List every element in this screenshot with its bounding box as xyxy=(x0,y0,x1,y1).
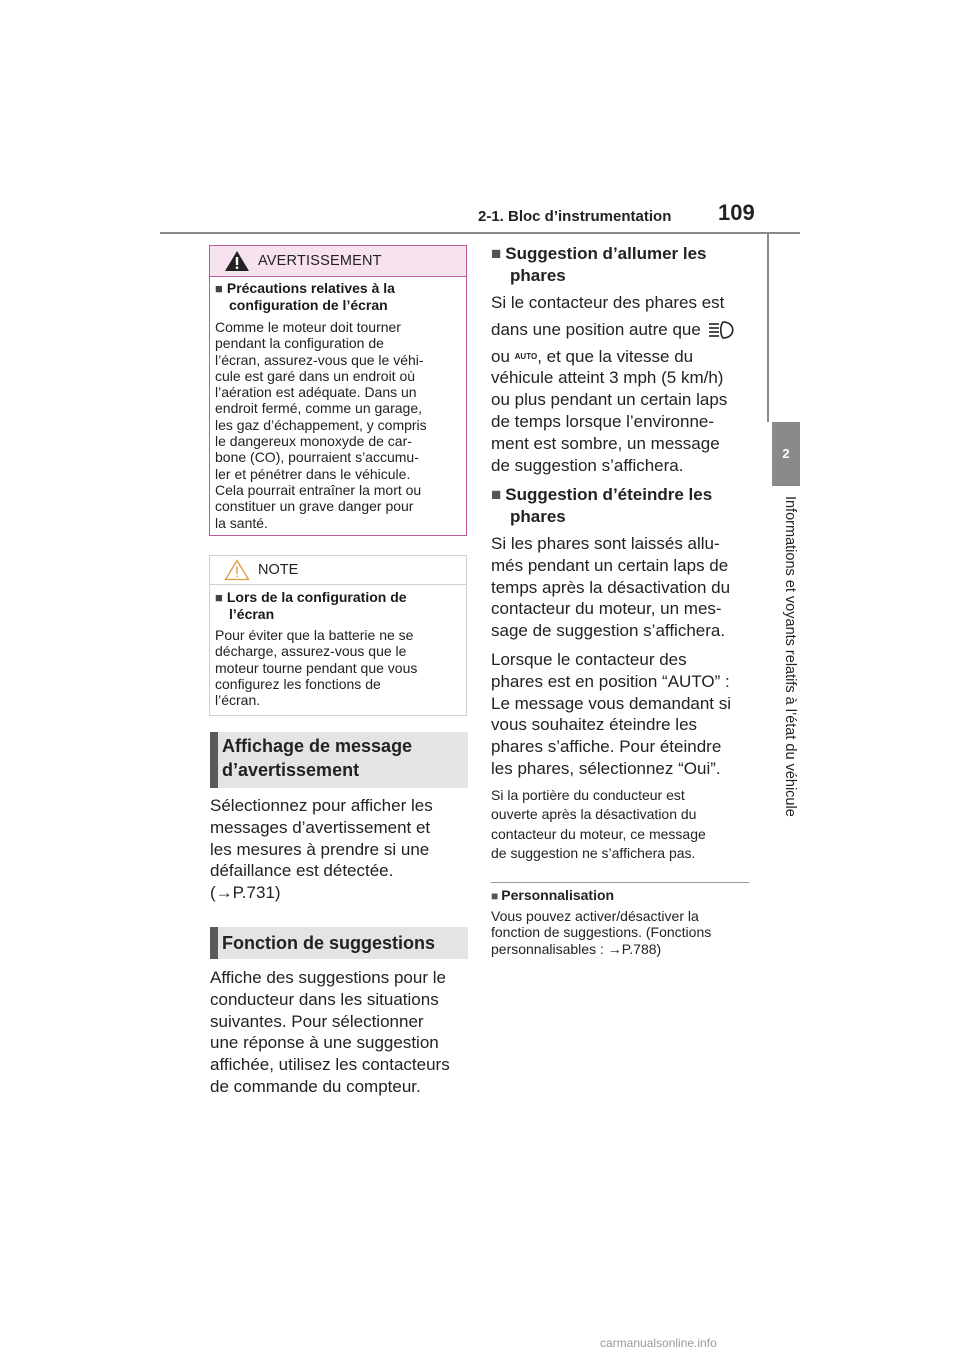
text-line: personnalisables : →P.788) xyxy=(491,940,662,957)
text-line: temps après la désactivation du xyxy=(491,577,731,597)
text-line: de suggestion ne s’affichera pas. xyxy=(491,844,696,861)
text-line: phares s’affiche. Pour éteindre xyxy=(491,737,722,757)
paragraph-driver-door xyxy=(491,786,753,863)
text-line: une réponse à une suggestion xyxy=(210,1033,439,1053)
auto-icon: AUTO xyxy=(514,351,538,361)
text-line: véhicule atteint 3 mph (5 km/h) xyxy=(491,368,724,388)
heading-accent xyxy=(210,927,218,959)
text-line: conducteur dans les situations xyxy=(210,989,439,1009)
text-line: l’aération est adéquate. Dans un xyxy=(215,384,417,401)
chapter-number: 2 xyxy=(782,446,790,461)
square-bullet-icon: ■ xyxy=(491,244,502,263)
text-line: pendant la configuration de xyxy=(215,335,384,352)
customization-title: ■ Personnalisation xyxy=(491,887,615,903)
customization-rule xyxy=(491,882,749,883)
text-line: configurez les fonctions de xyxy=(215,675,381,692)
text-line: défaillance est détectée. xyxy=(210,861,394,881)
text-line: les mesures à prendre si une xyxy=(210,839,430,859)
suggestions-body xyxy=(210,967,472,1098)
text-line: vous souhaitez éteindre les xyxy=(491,715,698,735)
text-line: les phares, sélectionnez “Oui”. xyxy=(491,758,721,778)
text-line: (→P.731) xyxy=(210,883,281,903)
text-line: Lorsque le contacteur des xyxy=(491,650,687,669)
square-bullet-icon: ■ xyxy=(215,281,223,296)
text-line: ler et pénétrer dans le véhicule. xyxy=(215,465,411,482)
headlight-icon xyxy=(706,320,738,340)
page-number: 109 xyxy=(718,200,755,225)
square-bullet-icon: ■ xyxy=(491,485,502,504)
warning-body xyxy=(215,319,465,531)
customization-body xyxy=(491,908,753,957)
text-line: Sélectionnez pour afficher les xyxy=(210,796,433,815)
text-line: endroit fermé, comme un garage, xyxy=(215,400,422,417)
square-bullet-icon: ■ xyxy=(491,889,499,903)
subheading-turn-off: ■ Suggestion d’éteindre les phares xyxy=(491,485,713,526)
text-line: de temps lorsque l’environne- xyxy=(491,411,715,431)
text-line: més pendant un certain laps de xyxy=(491,555,729,575)
warning-subtitle: ■ Précautions relatives à la configuration de l’écran xyxy=(215,280,395,313)
text-line: Le message vous demandant si xyxy=(491,693,732,713)
text-line: ouverte après la désactivation du xyxy=(491,806,697,823)
square-bullet-icon: ■ xyxy=(215,590,223,605)
note-body xyxy=(215,627,465,708)
text-line: contacteur du moteur, un mes- xyxy=(491,599,722,619)
paragraph-turn-off xyxy=(491,533,753,642)
text-line: Si la portière du conducteur est xyxy=(491,787,685,803)
warning-triangle-icon xyxy=(224,250,250,272)
text-line: décharge, assurez-vous que le xyxy=(215,643,407,660)
note-title: NOTE xyxy=(258,562,299,578)
text-line: fonction de suggestions. (Fonctions xyxy=(491,924,712,941)
text-line: messages d’avertissement et xyxy=(210,817,431,837)
text-line: affichée, utilisez les contacteurs xyxy=(210,1055,450,1075)
text-line: Cela pourrait entraîner la mort ou xyxy=(215,481,422,498)
heading-suggestions: Fonction de suggestions xyxy=(222,933,436,953)
paragraph-turn-on: Si le contacteur des phares est dans une position autre que ou AUTO, et que la vitesse du véhicule atteint 3 mph (5 km/h) ou plus pendant un certain laps de temps lorsque l’environne- ment est sombre, un message de suggestion s’affichera. xyxy=(491,292,753,476)
text-line: Comme le moteur doit tourner xyxy=(215,319,401,335)
text-line: ou plus pendant un certain laps xyxy=(491,390,728,410)
text-line: Vous pouvez activer/désactiver la xyxy=(491,908,699,924)
chapter-title: Informations et voyants relatifs à l’état du véhicule xyxy=(782,496,798,817)
text-line: contacteur du moteur, ce message xyxy=(491,825,706,842)
text-line: constituer un grave danger pour xyxy=(215,498,414,515)
text-line: suivantes. Pour sélectionner xyxy=(210,1011,424,1031)
text-line: les gaz d’échappement, y compris xyxy=(215,416,427,433)
subheading-turn-on: ■ Suggestion d’allumer les phares xyxy=(491,244,707,285)
heading-accent xyxy=(210,732,218,788)
text-line: l’écran. xyxy=(215,692,261,709)
text-line: ment est sombre, un message xyxy=(491,433,720,453)
text-line: bone (CO), pourraient s’accumu- xyxy=(215,449,419,466)
note-subtitle: ■ Lors de la configuration de l’écran xyxy=(215,589,407,622)
text-line: moteur tourne pendant que vous xyxy=(215,659,418,676)
header-rule xyxy=(160,232,800,234)
text-line: Affiche des suggestions pour le xyxy=(210,968,446,987)
warning-title: AVERTISSEMENT xyxy=(258,253,382,269)
text-line: Si les phares sont laissés allu- xyxy=(491,534,720,553)
text-line: cule est garé dans un endroit où xyxy=(215,367,416,384)
text-line: de commande du compteur. xyxy=(210,1076,421,1096)
caution-triangle-icon xyxy=(224,559,250,581)
warning-msg-body xyxy=(210,795,472,904)
text-line: phares est en position “AUTO” : xyxy=(491,671,730,691)
text-line: le dangereux monoxyde de car- xyxy=(215,433,412,450)
watermark: carmanualsonline.info xyxy=(600,1336,717,1350)
side-rule-top xyxy=(767,233,769,422)
text-line: sage de suggestion s’affichera. xyxy=(491,621,726,641)
section-title: 2-1. Bloc d’instrumentation xyxy=(478,208,672,225)
heading-warning-msg: Affichage de message d’avertissement xyxy=(222,736,413,780)
text-line: l’écran, assurez-vous que le véhi- xyxy=(215,351,424,368)
text-line: la santé. xyxy=(215,514,268,531)
text-line: de suggestion s’affichera. xyxy=(491,455,684,475)
paragraph-auto-position xyxy=(491,649,753,780)
text-line: Pour éviter que la batterie ne se xyxy=(215,627,414,643)
